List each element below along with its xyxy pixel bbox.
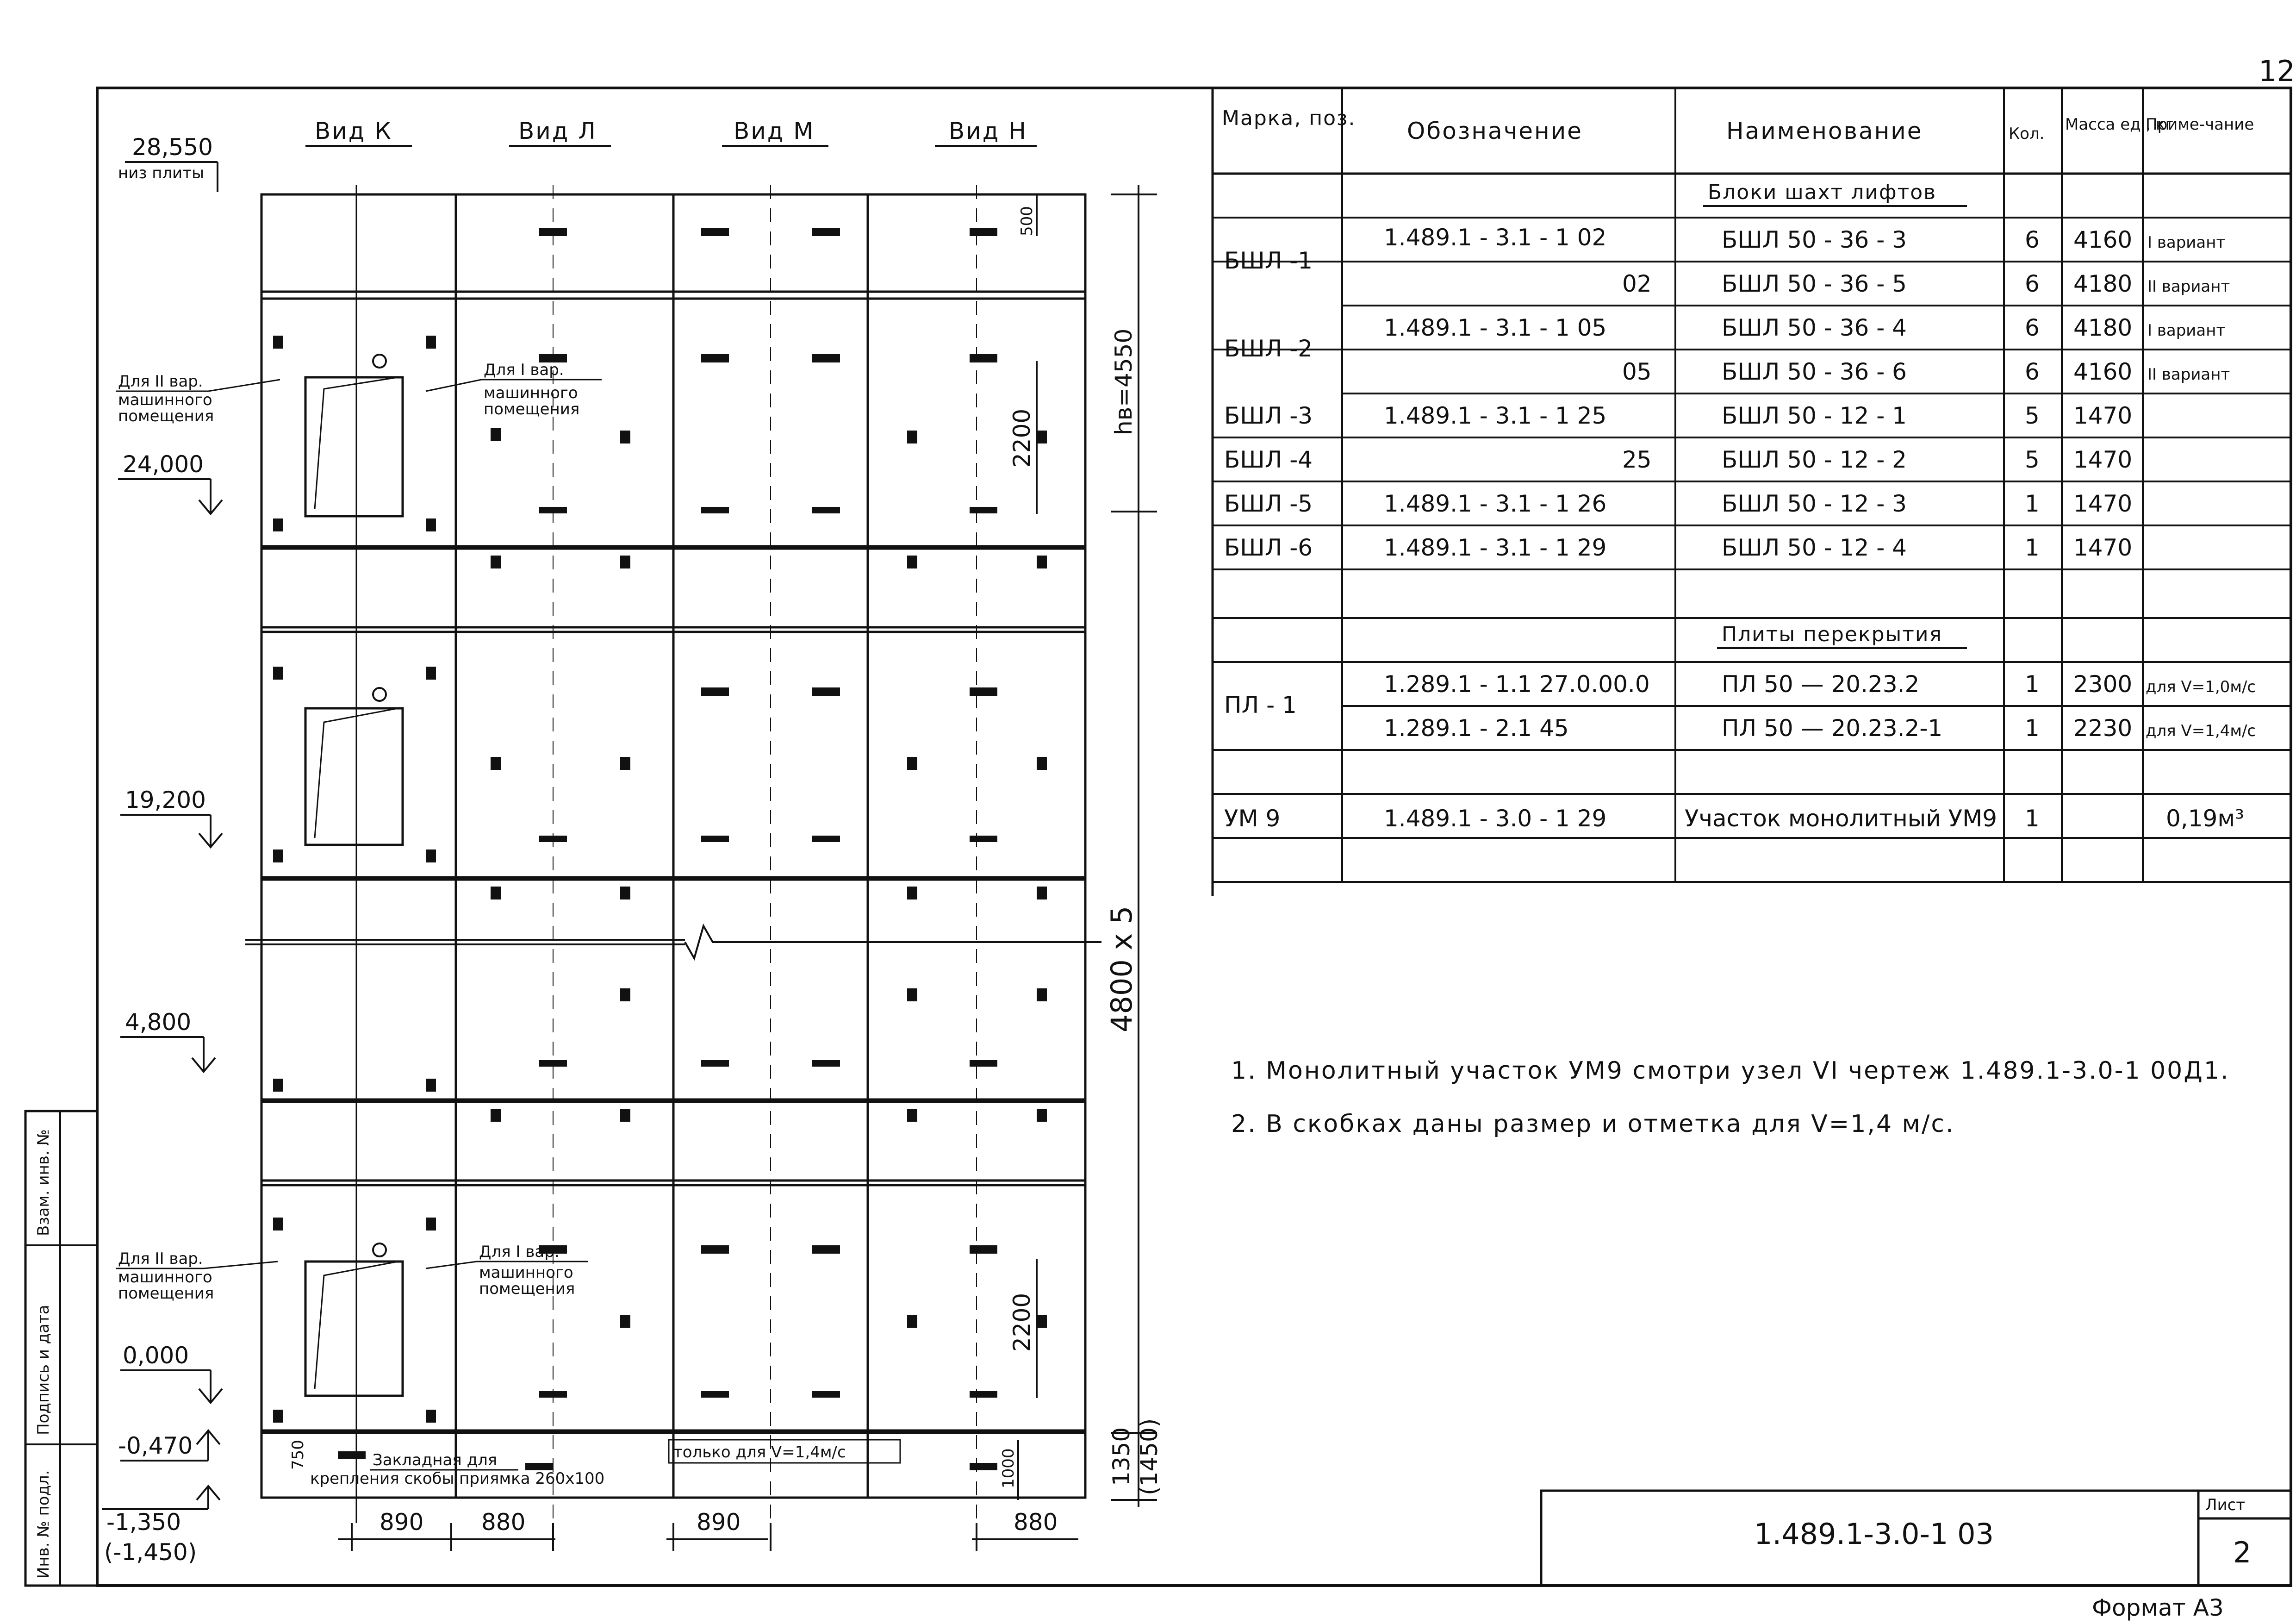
note-1: 1. Монолитный участок УМ9 смотри узел VI чертеж 1.489.1-3.0-1 00Д1.: [1231, 1057, 2230, 1085]
callout-zakladnaya-2: крепления скобы приямка 260x100: [310, 1469, 605, 1488]
side-stamp: [25, 1111, 97, 1586]
table-row-mass: 1470: [2073, 446, 2133, 473]
callout-right-lower-3: помещения: [479, 1280, 575, 1298]
elev-28550-note: низ плиты: [118, 164, 204, 182]
table-row-mass: 1470: [2073, 490, 2133, 517]
table-row-mark: БШЛ -1: [1224, 247, 1313, 274]
openings: [305, 355, 403, 1396]
th-qty: Кол.: [2009, 125, 2045, 143]
th-name: Наименование: [1726, 118, 1923, 144]
dim-bottom-890-b: 890: [697, 1509, 741, 1536]
table-row-mass: 1470: [2073, 402, 2133, 429]
table-row-name: БШЛ 50 - 12 - 1: [1722, 402, 1907, 429]
table-row-name: БШЛ 50 - 12 - 3: [1722, 490, 1907, 517]
table-row-mass: 4160: [2073, 358, 2133, 385]
elev-4800: 4,800: [125, 1009, 192, 1036]
table-row-qty: 1: [2025, 715, 2040, 742]
table-row-designation: 25: [1622, 446, 1652, 473]
view-n-title: Вид Н: [949, 118, 1027, 144]
table-row-qty: 6: [2025, 270, 2040, 297]
table-row-qty: 1: [2025, 671, 2040, 698]
th-designation: Обозначение: [1407, 118, 1583, 144]
table-row-designation: 1.289.1 - 1.1 27.0.00.0: [1384, 671, 1650, 698]
dim-hb: hв=4550: [1110, 328, 1137, 435]
view-m-title: Вид М: [734, 118, 815, 144]
stamp-signature-date: Подпись и дата: [34, 1305, 53, 1435]
table-row-name: БШЛ 50 - 36 - 5: [1722, 270, 1907, 297]
table-row-name: Участок монолитный УМ9: [1685, 805, 1997, 832]
dim-1450: (1450): [1136, 1418, 1163, 1495]
table-row-qty: 5: [2025, 402, 2040, 429]
elev-24000: 24,000: [123, 451, 204, 478]
table-row-mark: БШЛ -5: [1224, 490, 1313, 517]
table-row-qty: 1: [2025, 534, 2040, 561]
stamp-vzam-inv: Взам. инв. №: [34, 1129, 53, 1236]
table-row-mark: БШЛ -4: [1224, 446, 1313, 473]
callout-left-lower-1: Для II вар.: [118, 1249, 203, 1268]
table-row-note: II вариант: [2147, 277, 2230, 296]
table-row-note: 0,19м³: [2166, 805, 2245, 832]
table-row-qty: 6: [2025, 226, 2040, 253]
title-code: 1.489.1-3.0-1 03: [1754, 1517, 1994, 1551]
view-headers: [305, 118, 1037, 146]
stamp-inv-podl: Инв. № подл.: [34, 1470, 53, 1579]
table-row-note: для V=1,0м/с: [2146, 678, 2256, 696]
table-row-mark: БШЛ -6: [1224, 534, 1313, 561]
table-row-name: ПЛ 50 — 20.23.2: [1722, 671, 1920, 698]
callout-leaders: [116, 380, 900, 1470]
table-row-note: II вариант: [2147, 365, 2230, 384]
table-row-mark: БШЛ -3: [1224, 402, 1313, 429]
table-row-designation: 05: [1622, 358, 1652, 385]
dim-2200-upper: 2200: [1008, 408, 1035, 468]
sheet-frame: [97, 88, 2291, 1586]
table-row-name: БШЛ 50 - 36 - 3: [1722, 226, 1907, 253]
elev-19200: 19,200: [125, 787, 206, 813]
table-row-name: БШЛ 50 - 36 - 4: [1722, 314, 1907, 341]
table-row-designation: 1.489.1 - 3.1 - 1 26: [1384, 490, 1607, 517]
elev-m1450: (-1,450): [104, 1539, 197, 1566]
table-row-designation: 1.489.1 - 3.0 - 1 29: [1384, 805, 1607, 832]
dim-1350: 1350: [1108, 1427, 1135, 1486]
dim-4800x5: 4800 x 5: [1105, 906, 1139, 1032]
th-mass: Масса ед., кг: [2065, 115, 2174, 134]
table-row-note: I вариант: [2147, 233, 2226, 252]
elev-28550: 28,550: [132, 134, 213, 161]
table-row-designation: 1.489.1 - 3.1 - 1 25: [1384, 402, 1607, 429]
dim-bottom-880-a: 880: [481, 1509, 526, 1536]
section-plates: Плиты перекрытия: [1722, 623, 1942, 646]
table-row-name: ПЛ 50 — 20.23.2-1: [1722, 715, 1943, 742]
table-row-mark: ПЛ - 1: [1224, 692, 1297, 718]
table-row-name: БШЛ 50 - 12 - 4: [1722, 534, 1907, 561]
table-row-designation: 1.489.1 - 3.1 - 1 29: [1384, 534, 1607, 561]
table-row-designation: 1.489.1 - 3.1 - 1 05: [1384, 314, 1607, 341]
section-blocks: Блоки шахт лифтов: [1708, 181, 1937, 204]
callout-only-for: только для V=1,4м/с: [673, 1443, 846, 1462]
spec-table-grid: [1213, 88, 2291, 882]
table-row-qty: 1: [2025, 490, 2040, 517]
callout-left-upper-3: помещения: [118, 407, 214, 425]
spec-rows: [1224, 224, 2256, 832]
shaft-elevation: [245, 185, 1101, 1523]
title-format: Формат А3: [2092, 1594, 2224, 1621]
callout-left-upper-2: машинного: [118, 391, 212, 409]
table-row-mark: БШЛ -2: [1224, 335, 1313, 362]
th-mark: Марка, поз.: [1222, 106, 1356, 130]
callout-left-lower-2: машинного: [118, 1268, 212, 1287]
table-row-note: I вариант: [2147, 321, 2226, 340]
th-note: Приме-чание: [2146, 115, 2254, 134]
dim-500: 500: [1018, 206, 1036, 236]
view-l-title: Вид Л: [518, 118, 597, 144]
table-row-qty: 5: [2025, 446, 2040, 473]
callout-left-upper-1: Для II вар.: [118, 372, 203, 391]
callout-right-upper-3: помещения: [484, 400, 580, 418]
table-row-mass: 1470: [2073, 534, 2133, 561]
table-row-note: для V=1,4м/с: [2146, 722, 2256, 740]
callout-left-lower-3: помещения: [118, 1284, 214, 1303]
callout-right-lower-1: Для I вар.: [479, 1243, 560, 1261]
table-row-mass: 4180: [2073, 314, 2133, 341]
table-row-designation: 02: [1622, 270, 1652, 297]
corner-sheet-number: 12: [2259, 54, 2295, 88]
table-row-name: БШЛ 50 - 12 - 2: [1722, 446, 1907, 473]
view-k-title: Вид К: [315, 118, 392, 144]
table-row-qty: 6: [2025, 314, 2040, 341]
dim-bottom-890-a: 890: [380, 1509, 424, 1536]
table-row-qty: 6: [2025, 358, 2040, 385]
dim-750: 750: [289, 1440, 307, 1470]
table-row-mark: УМ 9: [1224, 805, 1281, 832]
table-row-designation: 1.489.1 - 3.1 - 1 02: [1384, 224, 1607, 251]
dim-1000: 1000: [999, 1448, 1018, 1488]
elev-0000: 0,000: [123, 1342, 189, 1369]
elevation-marks: [102, 162, 222, 1509]
table-row-mass: 4180: [2073, 270, 2133, 297]
elev-m1350: -1,350: [106, 1509, 181, 1536]
elev-m0470: -0,470: [118, 1432, 193, 1459]
embed-marks[interactable]: [273, 228, 1047, 1470]
title-sheet-number: 2: [2233, 1536, 2252, 1569]
table-row-name: БШЛ 50 - 36 - 6: [1722, 358, 1907, 385]
callout-right-lower-2: машинного: [479, 1263, 573, 1282]
table-row-mass: 2300: [2073, 671, 2133, 698]
dim-bottom-880-b: 880: [1014, 1509, 1058, 1536]
table-row-mass: 2230: [2073, 715, 2133, 742]
title-sheet-label: Лист: [2205, 1496, 2246, 1514]
table-row-mass: 4160: [2073, 226, 2133, 253]
callout-right-upper-2: машинного: [484, 384, 578, 402]
dim-2200-lower: 2200: [1008, 1293, 1035, 1352]
note-2: 2. В скобках даны размер и отметка для V=1,4 м/с.: [1231, 1110, 1955, 1138]
table-row-designation: 1.289.1 - 2.1 45: [1384, 715, 1569, 742]
callout-zakladnaya-1: Закладная для: [373, 1451, 498, 1469]
table-row-qty: 1: [2025, 805, 2040, 832]
callout-right-upper-1: Для I вар.: [484, 361, 564, 379]
